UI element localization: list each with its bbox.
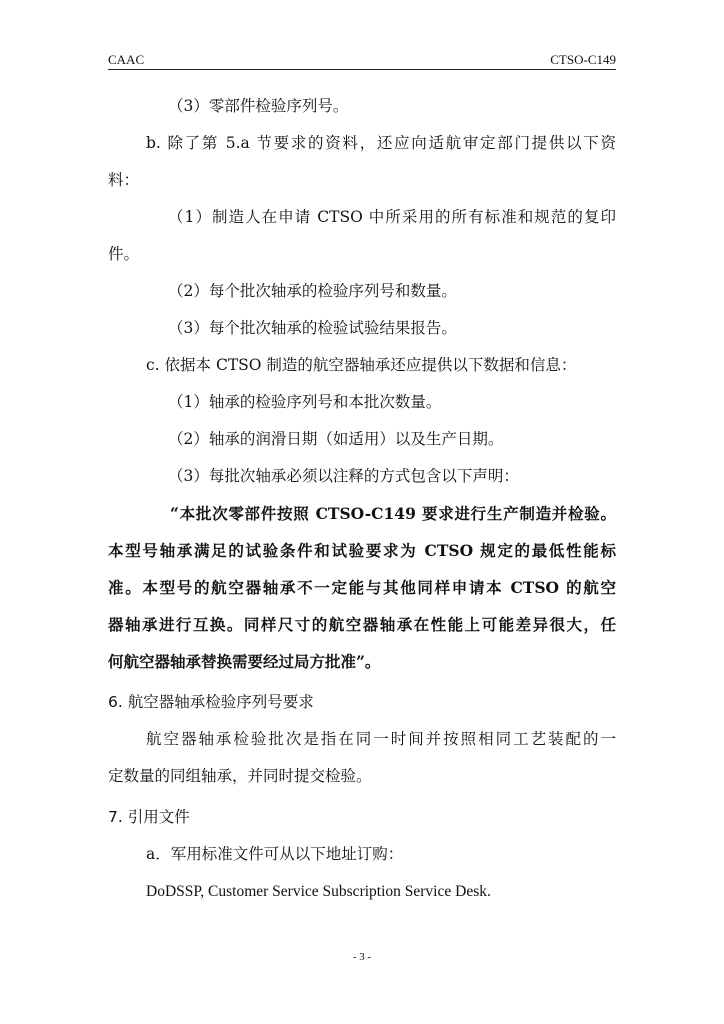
document-body (108, 88, 616, 910)
body-line: 件。 (108, 245, 140, 263)
statement-line: “本批次零部件按照 CTSO-C149 要求进行生产制造并检验。 (170, 504, 616, 523)
statement-line: 准。本型号的航空器轴承不一定能与其他同样申请本 CTSO 的航空 (108, 578, 616, 597)
header-right: CTSO-C149 (550, 52, 616, 67)
body-line: DoDSSP, Customer Service Subscription Service Desk. (146, 883, 491, 900)
body-line: （1）轴承的检验序列号和本批次数量。 (168, 393, 442, 411)
section-heading-7: 7. 引用文件 (108, 808, 190, 826)
statement-line: 器轴承进行互换。同样尺寸的航空器轴承在性能上可能差异很大，任 (108, 615, 616, 634)
section-heading-6: 6. 航空器轴承检验序列号要求 (108, 693, 314, 711)
page-number: - 3 - (352, 951, 372, 963)
page-header (108, 52, 616, 70)
body-line: （2）轴承的润滑日期（如适用）以及生产日期。 (168, 430, 504, 448)
body-line: a．军用标准文件可从以下地址订购： (146, 845, 404, 863)
body-line: （3）每批次轴承必须以注释的方式包含以下声明： (168, 467, 519, 485)
body-line: 料： (108, 171, 140, 189)
body-line: c. 依据本 CTSO 制造的航空器轴承还应提供以下数据和信息： (146, 356, 577, 374)
body-line: （2）每个批次轴承的检验序列号和数量。 (168, 282, 457, 300)
body-line: （1）制造人在申请 CTSO 中所采用的所有标准和规范的复印 (168, 208, 616, 226)
body-line: （3）每个批次轴承的检验试验结果报告。 (168, 319, 457, 337)
body-line: b. 除了第 5.a 节要求的资料，还应向适航审定部门提供以下资 (146, 134, 616, 152)
statement-line: 何航空器轴承替换需要经过局方批准”。 (108, 652, 381, 671)
statement-line: 本型号轴承满足的试验条件和试验要求为 CTSO 规定的最低性能标 (108, 541, 616, 560)
header-rule (108, 69, 616, 70)
body-line: 航空器轴承检验批次是指在同一时间并按照相同工艺装配的一 (146, 730, 616, 748)
body-line: （3）零部件检验序列号。 (168, 97, 349, 115)
header-left: CAAC (108, 52, 145, 67)
body-line: 定数量的同组轴承，并同时提交检验。 (108, 767, 372, 785)
